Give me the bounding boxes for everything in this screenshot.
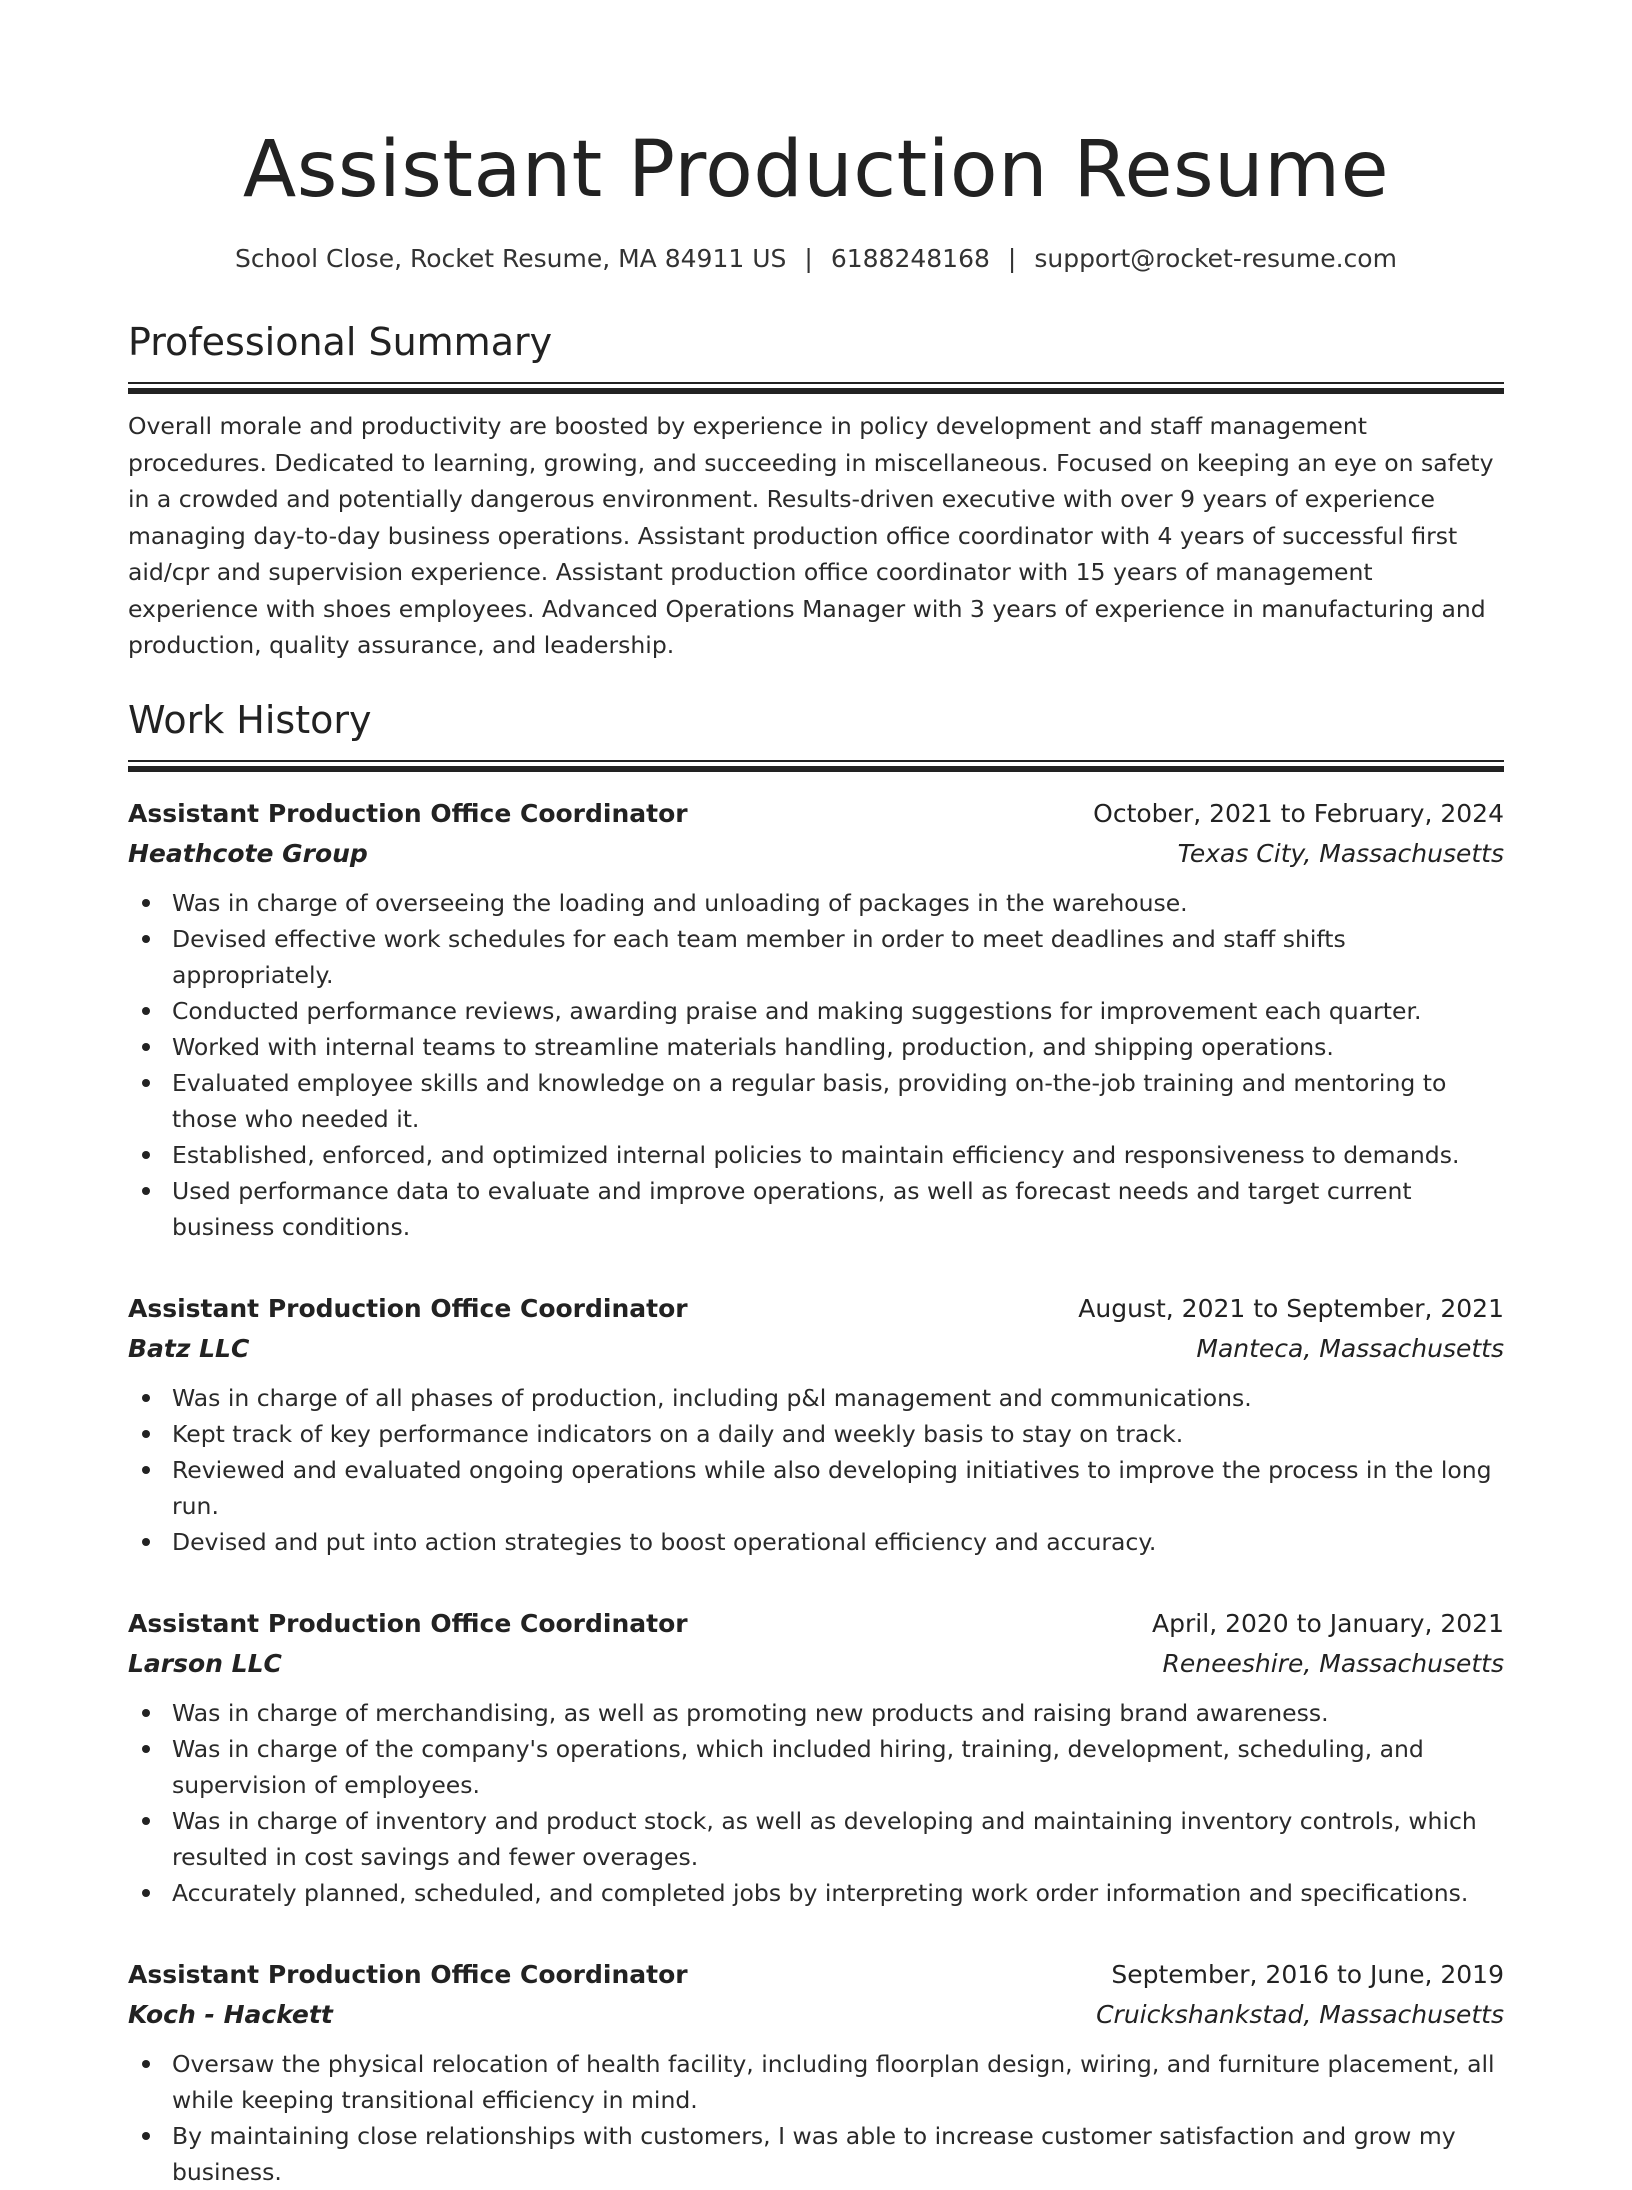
contact-email: support@rocket-resume.com bbox=[1034, 244, 1397, 273]
professional-summary-section bbox=[128, 318, 1504, 664]
job-location: Manteca, Massachusetts bbox=[1196, 1333, 1504, 1363]
resume-page bbox=[128, 0, 1504, 2190]
job-entry bbox=[128, 1289, 1504, 1560]
job-header-row bbox=[128, 1955, 1504, 1995]
job-bullet-list bbox=[128, 885, 1504, 1245]
bullet-text: Evaluated employee skills and knowledge on a regular basis, providing on-the-job training and mentoring to those who needed it. bbox=[172, 1068, 1447, 1133]
bullet-text: Oversaw the physical relocation of health facility, including floorplan design, wiring, and furniture placement, all while keeping transitional efficiency in mind. bbox=[172, 2049, 1495, 2114]
bullet-icon bbox=[142, 1187, 150, 1195]
bullet-text: Was in charge of the company's operations, which included hiring, training, development, scheduling, and supervision of employees. bbox=[172, 1734, 1424, 1799]
bullet-text: Was in charge of all phases of production, including p&l management and communications. bbox=[172, 1383, 1252, 1412]
job-subheader-row bbox=[128, 834, 1504, 874]
bullet-icon bbox=[142, 1817, 150, 1825]
job-title: Assistant Production Office Coordinator bbox=[128, 1293, 688, 1323]
job-title: Assistant Production Office Coordinator bbox=[128, 1608, 688, 1638]
bullet-icon bbox=[142, 2132, 150, 2140]
job-company: Batz LLC bbox=[128, 1333, 250, 1363]
contact-separator: | bbox=[804, 244, 813, 273]
section-divider bbox=[128, 760, 1504, 772]
job-dates: August, 2021 to September, 2021 bbox=[1078, 1293, 1504, 1323]
job-subheader-row bbox=[128, 1995, 1504, 2035]
job-bullet-list bbox=[128, 1380, 1504, 1560]
list-item bbox=[172, 1452, 1504, 1524]
list-item bbox=[172, 1137, 1504, 1173]
bullet-icon bbox=[142, 1538, 150, 1546]
bullet-text: Kept track of key performance indicators on a daily and weekly basis to stay on track. bbox=[172, 1419, 1184, 1448]
job-subheader-row bbox=[128, 1329, 1504, 1369]
bullet-text: Conducted performance reviews, awarding praise and making suggestions for improvement each quarter. bbox=[172, 996, 1422, 1025]
job-location: Reneeshire, Massachusetts bbox=[1162, 1648, 1504, 1678]
bullet-icon bbox=[142, 1745, 150, 1753]
list-item bbox=[172, 921, 1504, 993]
work-history-section bbox=[128, 696, 1504, 2190]
job-company: Heathcote Group bbox=[128, 838, 368, 868]
job-subheader-row bbox=[128, 1644, 1504, 1684]
bullet-text: By maintaining close relationships with customers, I was able to increase customer satisfaction and grow my business. bbox=[172, 2121, 1456, 2186]
bullet-text: Used performance data to evaluate and improve operations, as well as forecast needs and target current business conditions. bbox=[172, 1176, 1412, 1241]
contact-phone: 6188248168 bbox=[830, 244, 990, 273]
bullet-icon bbox=[142, 935, 150, 943]
section-divider bbox=[128, 382, 1504, 394]
job-location: Texas City, Massachusetts bbox=[1177, 838, 1504, 868]
list-item bbox=[172, 1380, 1504, 1416]
list-item bbox=[172, 1731, 1504, 1803]
job-entry bbox=[128, 1604, 1504, 1911]
job-title: Assistant Production Office Coordinator bbox=[128, 798, 688, 828]
bullet-icon bbox=[142, 1043, 150, 1051]
list-item bbox=[172, 2046, 1504, 2118]
bullet-text: Was in charge of inventory and product stock, as well as developing and maintaining inventory controls, which resulted in cost savings and fewer overages. bbox=[172, 1806, 1477, 1871]
job-title: Assistant Production Office Coordinator bbox=[128, 1959, 688, 1989]
job-header-row bbox=[128, 794, 1504, 834]
summary-text: Overall morale and productivity are boosted by experience in policy development and staff management procedures. Dedicated to learning, growing, and succeeding in miscellaneous. Focused on keeping an eye on safety in a crowded and potentially dangerous environment. Results-driven executive with over 9 years of experience managing day-to-day business operations. Assistant production office coordinator with 4 years of successful first aid/cpr and supervision experience. Assistant production office coordinator with 15 years of management experience with shoes employees. Advanced Operations Manager with 3 years of experience in manufacturing and production, quality assurance, and leadership. bbox=[128, 412, 1494, 659]
bullet-icon bbox=[142, 1079, 150, 1087]
list-item bbox=[172, 885, 1504, 921]
job-dates: October, 2021 to February, 2024 bbox=[1093, 798, 1504, 828]
list-item bbox=[172, 1173, 1504, 1245]
list-item bbox=[172, 1065, 1504, 1137]
bullet-text: Reviewed and evaluated ongoing operations while also developing initiatives to improve the process in the long run. bbox=[172, 1455, 1492, 1520]
bullet-icon bbox=[142, 1709, 150, 1717]
bullet-text: Was in charge of overseeing the loading and unloading of packages in the warehouse. bbox=[172, 888, 1188, 917]
bullet-icon bbox=[142, 1007, 150, 1015]
bullet-text: Devised effective work schedules for each team member in order to meet deadlines and staff shifts appropriately. bbox=[172, 924, 1346, 989]
list-item bbox=[172, 1416, 1504, 1452]
list-item bbox=[172, 2118, 1504, 2190]
bullet-icon bbox=[142, 1394, 150, 1402]
job-entry bbox=[128, 794, 1504, 1245]
job-dates: September, 2016 to June, 2019 bbox=[1111, 1959, 1504, 1989]
contact-line bbox=[128, 242, 1504, 276]
list-item bbox=[172, 1875, 1504, 1911]
section-heading: Professional Summary bbox=[128, 320, 553, 364]
contact-address: School Close, Rocket Resume, MA 84911 US bbox=[235, 244, 787, 273]
job-bullet-list bbox=[128, 2046, 1504, 2190]
bullet-text: Accurately planned, scheduled, and completed jobs by interpreting work order information and specifications. bbox=[172, 1878, 1469, 1907]
list-item bbox=[172, 993, 1504, 1029]
contact-separator: | bbox=[1007, 244, 1017, 273]
job-company: Koch - Hackett bbox=[128, 1999, 333, 2029]
job-location: Cruickshankstad, Massachusetts bbox=[1096, 1999, 1504, 2029]
section-heading: Work History bbox=[128, 697, 372, 742]
job-header-row bbox=[128, 1289, 1504, 1329]
job-header-row bbox=[128, 1604, 1504, 1644]
job-bullet-list bbox=[128, 1695, 1504, 1911]
bullet-text: Worked with internal teams to streamline materials handling, production, and shipping operations. bbox=[172, 1032, 1334, 1061]
list-item bbox=[172, 1695, 1504, 1731]
bullet-icon bbox=[142, 1889, 150, 1897]
list-item bbox=[172, 1029, 1504, 1065]
list-item bbox=[172, 1803, 1504, 1875]
job-dates: April, 2020 to January, 2021 bbox=[1152, 1608, 1504, 1638]
bullet-icon bbox=[142, 1151, 150, 1159]
bullet-text: Established, enforced, and optimized internal policies to maintain efficiency and responsiveness to demands. bbox=[172, 1140, 1460, 1169]
bullet-icon bbox=[142, 899, 150, 907]
bullet-text: Devised and put into action strategies to boost operational efficiency and accuracy. bbox=[172, 1527, 1157, 1556]
job-company: Larson LLC bbox=[128, 1648, 282, 1678]
job-list bbox=[128, 794, 1504, 2190]
bullet-text: Was in charge of merchandising, as well as promoting new products and raising brand awareness. bbox=[172, 1698, 1329, 1727]
bullet-icon bbox=[142, 1466, 150, 1474]
list-item bbox=[172, 1524, 1504, 1560]
job-entry bbox=[128, 1955, 1504, 2190]
bullet-icon bbox=[142, 2060, 150, 2068]
resume-title: Assistant Production Resume bbox=[242, 125, 1390, 215]
bullet-icon bbox=[142, 1430, 150, 1438]
